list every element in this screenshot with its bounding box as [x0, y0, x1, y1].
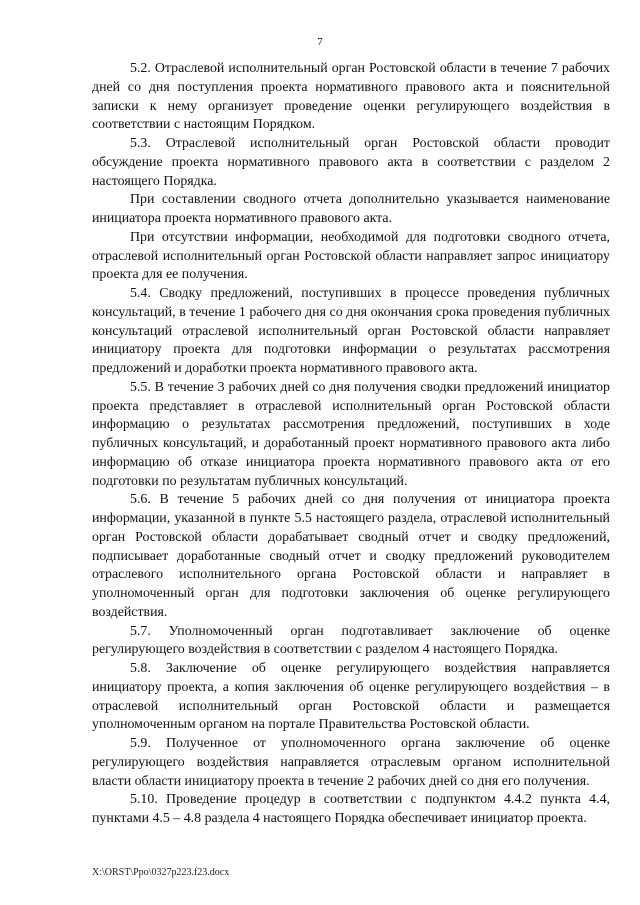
paragraph-5-6: 5.6. В течение 5 рабочих дней со дня получения от инициатора проекта информации, указанной в пункте 5.5 настоящего раздела, отраслевой исполнительный орган Ростовской области дорабатывает сводный отчет и сводку предложений, подписывает доработанные сводный отчет и сводку предложений руководителем отраслевого исполнительного органа Ростовской области и направляет в уполномоченный орган для подготовки заключения об оценке регулирующего воздействия.: [92, 492, 610, 620]
paragraph-5-7: 5.7. Уполномоченный орган подготавливает заключение об оценке регулирующего воздействия в соответствии с разделом 4 настоящего Порядка.: [92, 623, 610, 658]
paragraph-missing-info: При отсутствии информации, необходимой для подготовки сводного отчета, отраслевой исполнительный орган Ростовской области направляет запрос инициатору проекта для ее получения.: [92, 229, 610, 283]
footer-file-path: X:\ORST\Ppo\0327p223.f23.docx: [92, 867, 230, 878]
paragraph-5-10: 5.10. Проведение процедур в соответствии с подпунктом 4.4.2 пункта 4.4, пунктами 4.5 – 4.8 раздела 4 настоящего Порядка обеспечивает инициатор проекта.: [92, 792, 610, 826]
paragraph-5-4: 5.4. Сводку предложений, поступивших в процессе проведения публичных консультаций, в течение 1 рабочего дня со дня окончания срока проведения публичных консультаций отраслевой исполнительный орган Ростовской области направляет инициатору проекта для подготовки информации о результатах рассмотрения предложений и доработки проекта нормативного правового акта.: [92, 286, 610, 376]
paragraph-5-2: 5.2. Отраслевой исполнительный орган Ростовской области в течение 7 рабочих дней со дня поступления проекта нормативного правового акта и пояснительной записки к нему организует проведение оценки регулирующего воздействия в соответствии с настоящим Порядком.: [92, 61, 610, 133]
paragraph-5-9: 5.9. Полученное от уполномоченного органа заключение об оценке регулирующего воздействия направляется отраслевым органом исполнительной власти области инициатору проекта в течение 2 рабочих дней со дня его получения.: [92, 736, 610, 789]
paragraph-5-3: 5.3. Отраслевой исполнительный орган Ростовской области проводит обсуждение проекта нормативного правового акта в соответствии с разделом 2 настоящего Порядка.: [92, 136, 610, 189]
paragraph-5-8: 5.8. Заключение об оценке регулирующего воздействия направляется инициатору проекта, а копия заключения об оценке регулирующего воздействия – в отраслевой исполнительный орган Ростовской области и размещается уполномоченным органом на портале Правительства Ростовской области.: [92, 661, 610, 733]
paragraph-summary-report-note: При составлении сводного отчета дополнительно указывается наименование инициатора проекта нормативного правового акта.: [92, 192, 610, 226]
document-body: [92, 60, 610, 829]
page-number: 7: [317, 36, 323, 48]
paragraph-5-5: 5.5. В течение 3 рабочих дней со дня получения сводки предложений инициатор проекта представляет в отраслевой исполнительный орган Ростовской области информацию о результатах рассмотрения предложений, поступивших в ходе публичных консультаций, и доработанный проект нормативного правового акта либо информацию об отказе инициатора проекта нормативного правового акта от его подготовки по результатам публичных консультаций.: [92, 379, 610, 489]
